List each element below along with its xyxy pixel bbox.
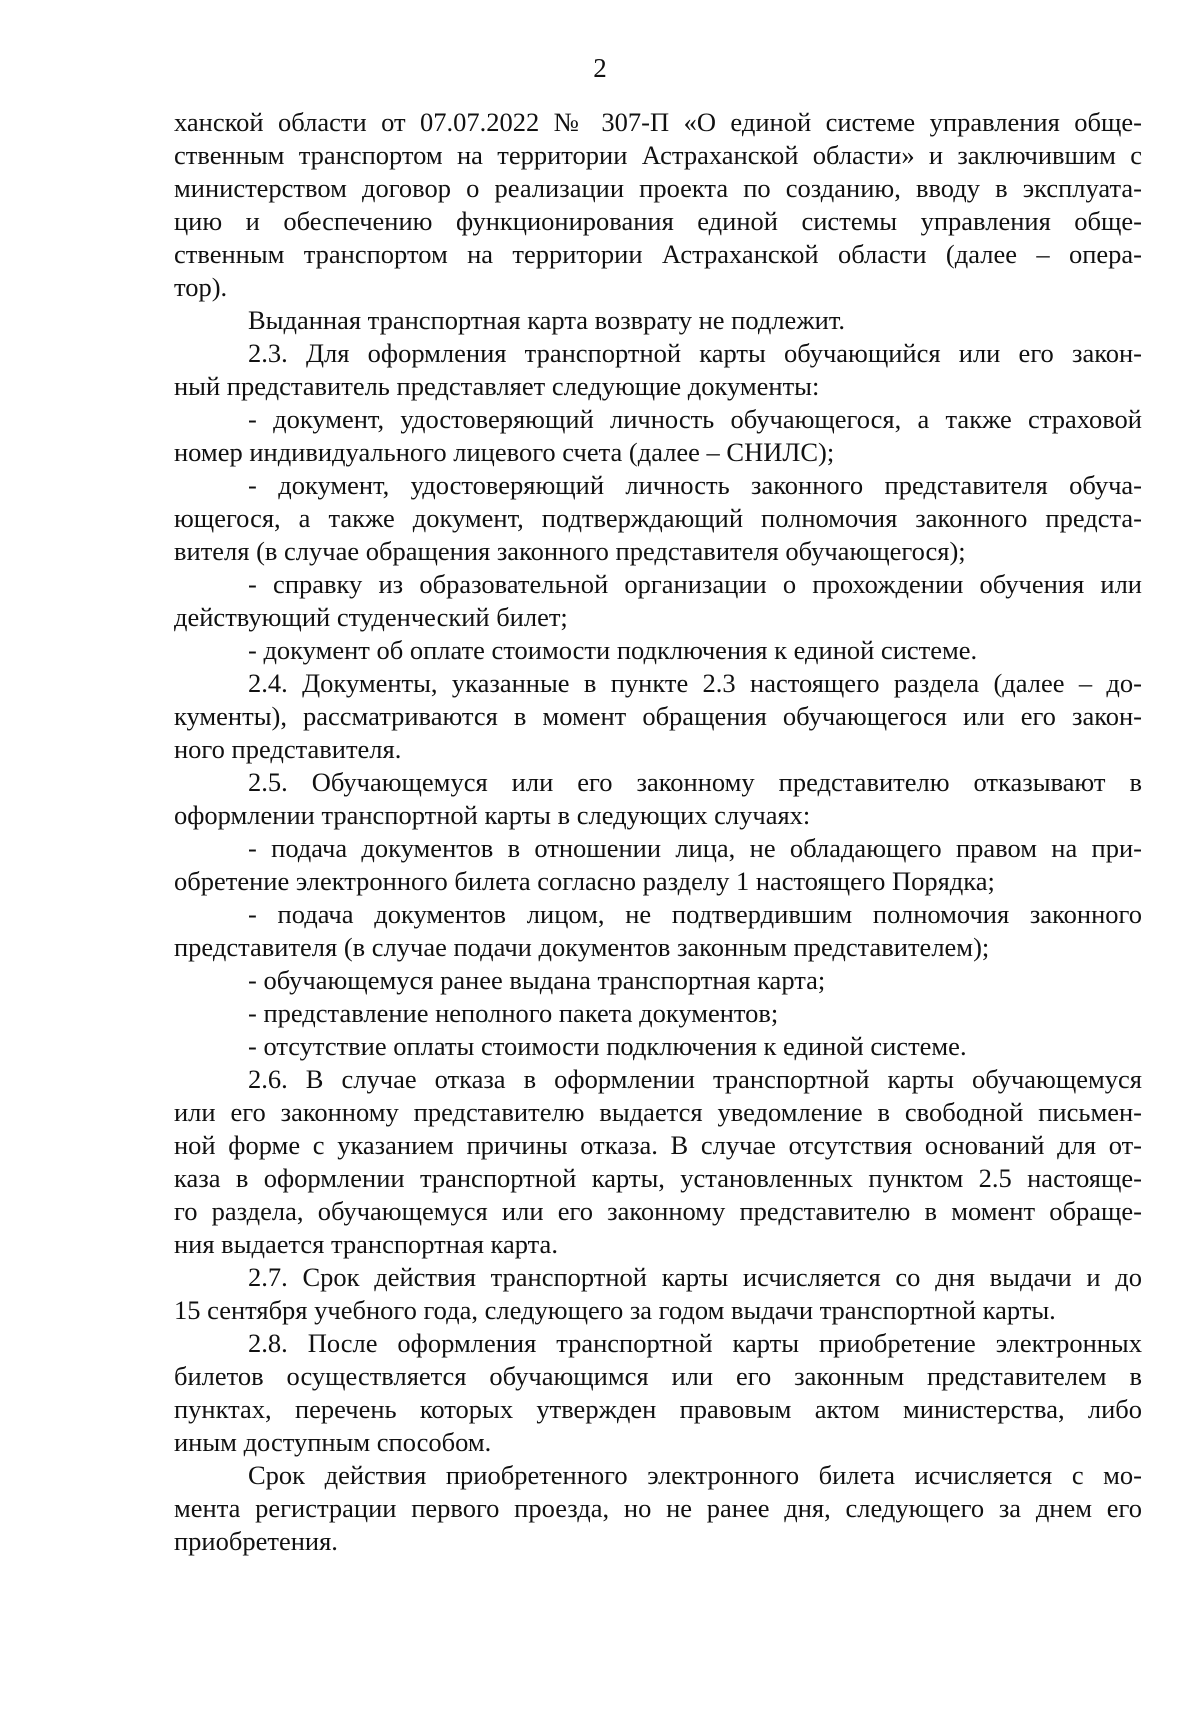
text-line: - отсутствие оплаты стоимости подключения к единой системе. (248, 1031, 967, 1061)
text-line: 2.5. Обучающемуся или его законному представителю отказывают в (248, 767, 1142, 797)
paragraph (174, 964, 1142, 997)
text-line: цию и обеспечению функционирования единой системы управления обще- (174, 206, 1142, 236)
text-line: 15 сентября учебного года, следующего за годом выдачи транспортной карты. (174, 1295, 1056, 1325)
text-line: мента регистрации первого проезда, но не ранее дня, следующего за днем его (174, 1493, 1142, 1523)
text-line: приобретения. (174, 1526, 338, 1556)
text-line: действующий студенческий билет; (174, 602, 568, 632)
text-line: ющегося, а также документ, подтверждающий полномочия законного предста- (174, 503, 1142, 533)
text-line: - документ, удостоверяющий личность обучающегося, а также страховой (248, 404, 1142, 434)
text-line: билетов осуществляется обучающимся или его законным представителем в (174, 1361, 1142, 1391)
text-line: вителя (в случае обращения законного представителя обучающегося); (174, 536, 966, 566)
text-line: кументы), рассматриваются в момент обращения обучающегося или его закон- (174, 701, 1142, 731)
page-number: 2 (593, 53, 607, 83)
text-line: ственным транспортом на территории Астраханской области (далее – опера- (174, 239, 1142, 269)
paragraph (174, 667, 1142, 766)
text-line: или его законному представителю выдается уведомление в свободной письмен- (174, 1097, 1142, 1127)
paragraph (174, 106, 1142, 304)
paragraph (174, 304, 1142, 337)
text-line: оформлении транспортной карты в следующих случаях: (174, 800, 811, 830)
text-line: обретение электронного билета согласно разделу 1 настоящего Порядка; (174, 866, 995, 896)
text-line: - представление неполного пакета документов; (248, 998, 779, 1028)
text-line: ного представителя. (174, 734, 402, 764)
paragraph (174, 337, 1142, 403)
paragraph (174, 568, 1142, 634)
paragraph (174, 1459, 1142, 1558)
paragraph (174, 1030, 1142, 1063)
paragraph (174, 997, 1142, 1030)
text-line: - документ об оплате стоимости подключения к единой системе. (248, 635, 978, 665)
paragraph (174, 898, 1142, 964)
text-line: 2.6. В случае отказа в оформлении транспортной карты обучающемуся (248, 1064, 1142, 1094)
text-line: ственным транспортом на территории Астраханской области» и заключившим с (174, 140, 1142, 170)
text-line: министерством договор о реализации проекта по созданию, вводу в эксплуата- (174, 173, 1142, 203)
text-line: представителя (в случае подачи документов законным представителем); (174, 932, 990, 962)
text-line: - документ, удостоверяющий личность законного представителя обуча- (248, 470, 1142, 500)
paragraph (174, 832, 1142, 898)
text-line: - справку из образовательной организации о прохождении обучения или (248, 569, 1142, 599)
text-line: Срок действия приобретенного электронного билета исчисляется с мо- (248, 1460, 1142, 1490)
text-line: тор). (174, 272, 228, 302)
text-line: - подача документов в отношении лица, не обладающего правом на при- (248, 833, 1142, 863)
text-line: ния выдается транспортная карта. (174, 1229, 558, 1259)
paragraph (174, 1261, 1142, 1327)
text-line: ный представитель представляет следующие документы: (174, 371, 820, 401)
paragraph (174, 766, 1142, 832)
text-line: - обучающемуся ранее выдана транспортная карта; (248, 965, 826, 995)
text-line: го раздела, обучающемуся или его законному представителю в момент обраще- (174, 1196, 1142, 1226)
text-line: пунктах, перечень которых утвержден правовым актом министерства, либо (174, 1394, 1142, 1424)
text-line: - подача документов лицом, не подтвердившим полномочия законного (248, 899, 1142, 929)
text-line: каза в оформлении транспортной карты, установленных пунктом 2.5 настояще- (174, 1163, 1142, 1193)
paragraph (174, 1063, 1142, 1261)
text-line: 2.3. Для оформления транспортной карты обучающийся или его закон- (248, 338, 1142, 368)
text-line: Выданная транспортная карта возврату не подлежит. (248, 305, 846, 335)
text-line: иным доступным способом. (174, 1427, 492, 1457)
text-line: номер индивидуального лицевого счета (далее – СНИЛС); (174, 437, 835, 467)
document-body (174, 106, 1142, 1558)
paragraph (174, 469, 1142, 568)
paragraph (174, 1327, 1142, 1459)
paragraph (174, 634, 1142, 667)
text-line: ханской области от 07.07.2022 № 307-П «О единой системе управления обще- (174, 107, 1142, 137)
text-line: 2.4. Документы, указанные в пункте 2.3 настоящего раздела (далее – до- (248, 668, 1142, 698)
text-line: 2.8. После оформления транспортной карты приобретение электронных (248, 1328, 1142, 1358)
text-line: ной форме с указанием причины отказа. В случае отсутствия оснований для от- (174, 1130, 1142, 1160)
text-line: 2.7. Срок действия транспортной карты исчисляется со дня выдачи и до (248, 1262, 1142, 1292)
paragraph (174, 403, 1142, 469)
